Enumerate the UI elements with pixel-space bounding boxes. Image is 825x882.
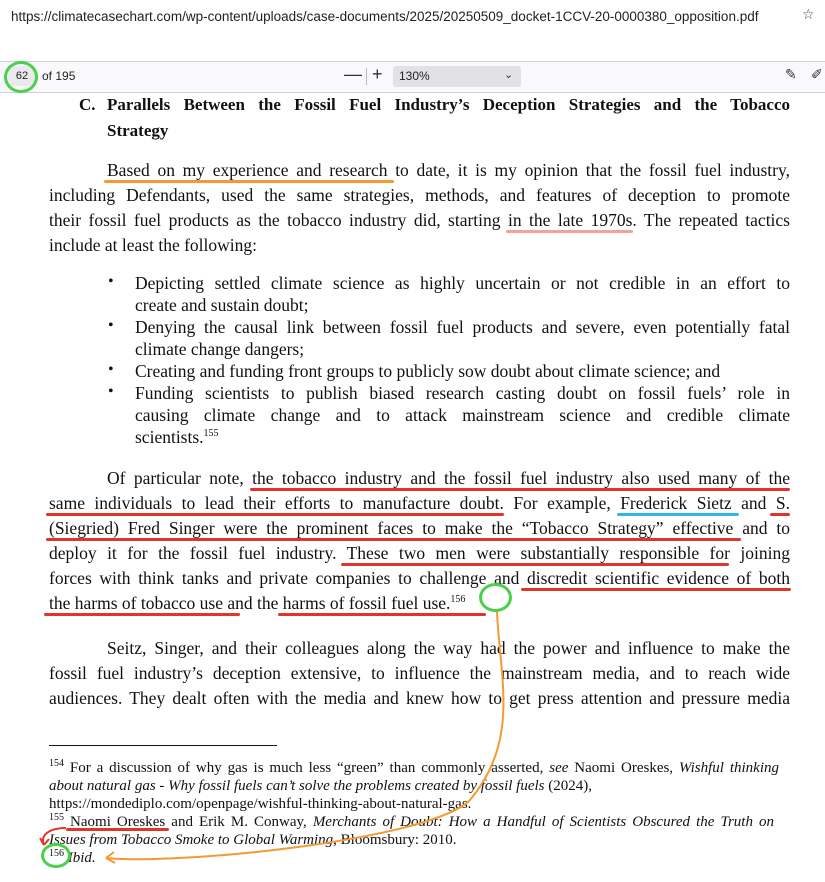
paragraph-1-line-2: including Defendants, used the same strategies, methods, and features of deception to promote bbox=[49, 185, 790, 205]
underline-fred-singer bbox=[46, 538, 741, 541]
bullet-icon: • bbox=[108, 383, 114, 400]
footnote-154-see: see bbox=[549, 760, 569, 776]
footnote-156-text: Ibid. bbox=[67, 850, 96, 866]
browser-url-bar[interactable] bbox=[0, 0, 825, 36]
paragraph-2-line-2: same individuals to lead their efforts to manufacture doubt. For example, Frederick Sietz and S. bbox=[49, 493, 790, 513]
bullet-icon: • bbox=[108, 273, 114, 290]
bullet-4-line-3 bbox=[135, 426, 219, 448]
section-heading-line1: Parallels Between the Fossil Fuel Industry’s Deception Strategies and the Tobacco bbox=[107, 95, 790, 114]
footnote-156-number: 156 bbox=[49, 848, 64, 859]
section-heading-line2: Strategy bbox=[107, 121, 169, 140]
paragraph-2-line-1: Of particular note, the tobacco industry and the fossil fuel industry also used many of the bbox=[107, 468, 790, 488]
draw-pen-icon[interactable]: ✐ bbox=[811, 67, 823, 83]
annotation-circle-page-number bbox=[4, 61, 38, 93]
underline-two-men bbox=[341, 563, 729, 566]
section-letter: C. bbox=[79, 95, 96, 114]
footnote-154-number: 154 bbox=[49, 758, 64, 769]
underline-frederick-sietz bbox=[617, 513, 739, 516]
bullet-2-line-2: climate change dangers; bbox=[135, 339, 305, 359]
bookmark-star-icon[interactable]: ☆ bbox=[802, 7, 815, 23]
footnote-155-authors: Naomi Oreskes and Erik M. Conway, bbox=[70, 814, 307, 830]
underline-naomi-oreskes bbox=[66, 828, 169, 831]
zoom-out-button[interactable]: — bbox=[344, 64, 362, 84]
footnote-154-title-a: Wishful thinking bbox=[678, 760, 780, 776]
footnote-divider bbox=[49, 745, 277, 746]
bullet-icon: • bbox=[108, 317, 114, 334]
footnote-154-link[interactable]: https://mondediplo.com/openpage/wishful-thinking-about-natural-gas. bbox=[49, 796, 472, 812]
footnote-155-title-a: Merchants of Doubt: How a Handful of Scientists Obscured the Truth on bbox=[312, 814, 775, 830]
paragraph-2-line-5: forces with think tanks and private companies to challenge and discredit scientific evidence of both bbox=[49, 568, 790, 588]
footnote-155-title-b: Issues from Tobacco Smoke to Global Warming bbox=[49, 832, 334, 848]
highlight-edit-icon[interactable]: ✎ bbox=[785, 67, 797, 83]
underline-tobacco-fossil bbox=[250, 488, 790, 491]
zoom-select[interactable] bbox=[393, 66, 521, 87]
annotation-circle-footnote-156 bbox=[41, 843, 71, 868]
footnote-155-publisher: , Bloomsbury: 2010. bbox=[333, 832, 457, 848]
footnote-154-title-b: about natural gas - Why fossil fuels can’t solve the problems created by fossil fuels bbox=[49, 778, 545, 794]
underline-experience-research bbox=[104, 180, 394, 183]
bullet-3-line-1: Creating and funding front groups to publicly sow doubt about climate science; and bbox=[135, 361, 721, 381]
bullet-4-line-1: Funding scientists to publish biased research casting doubt on fossil fuels’ role in bbox=[135, 383, 790, 403]
footnote-155-number: 155 bbox=[49, 812, 64, 823]
paragraph-1-line-3: their fossil fuel products as the tobacco industry did, starting in the late 1970s. The repeated tactics bbox=[49, 210, 790, 230]
bullet-4-line-2: causing climate change and to attack mainstream science and credible climate bbox=[135, 405, 790, 425]
bullet-2-line-1: Denying the causal link between fossil fuel products and severe, even potentially fatal bbox=[135, 317, 790, 337]
paragraph-2-line-4: deploy it for the fossil fuel industry. These two men were substantially responsible for joining bbox=[49, 543, 790, 563]
zoom-value: 130% bbox=[399, 69, 430, 83]
underline-late-1970s bbox=[506, 230, 633, 233]
footnote-ref-156[interactable]: 156 bbox=[450, 594, 466, 606]
paragraph-2-line-6 bbox=[49, 592, 465, 614]
paragraph-3-line-2: fossil fuel industry’s deception extensive, to influence the mainstream media, and to reach wide bbox=[49, 663, 790, 683]
footnote-ref-155[interactable]: 155 bbox=[203, 428, 219, 440]
paragraph-3-line-1: Seitz, Singer, and their colleagues along the way had the power and influence to make the bbox=[107, 638, 790, 658]
footnote-155-line-2 bbox=[49, 831, 457, 849]
paragraph-1-line-1: Based on my experience and research to date, it is my opinion that the fossil fuel industry, bbox=[107, 160, 790, 180]
footnote-154-year: (2024), bbox=[548, 778, 592, 794]
underline-discredit-evidence bbox=[521, 588, 791, 591]
paragraph-3-line-3: audiences. They dealt often with the media and knew how to get press attention and pressure media bbox=[49, 688, 790, 708]
footnote-154-line-1 bbox=[49, 759, 779, 777]
page-count: of 195 bbox=[42, 69, 76, 83]
underline-harms-tobacco bbox=[44, 613, 240, 616]
chevron-down-icon: ⌄ bbox=[504, 69, 514, 81]
footnote-154-text: For a discussion of why gas is much less “green” than commonly asserted, bbox=[69, 760, 544, 776]
bullet-4-text: scientists. bbox=[135, 427, 204, 447]
zoom-in-button[interactable]: + bbox=[372, 64, 383, 84]
annotation-circle-footnote-ref bbox=[479, 583, 512, 612]
bullet-1-line-2: create and sustain doubt; bbox=[135, 295, 309, 315]
underline-manufacture-doubt bbox=[46, 513, 504, 516]
footnote-154-author: Naomi Oreskes, bbox=[574, 760, 674, 776]
underline-s bbox=[770, 513, 790, 516]
page-number-input[interactable]: 62 bbox=[8, 66, 36, 86]
bullet-icon: • bbox=[108, 361, 114, 378]
url-text[interactable]: https://climatecasechart.com/wp-content/uploads/case-documents/2025/20250509_docket-1CCV-20-0000380_opposition.pdf bbox=[11, 9, 759, 24]
paragraph-1-line-4: include at least the following: bbox=[49, 235, 258, 255]
bullet-1-line-1: Depicting settled climate science as highly uncertain or not credible in an effort to bbox=[135, 273, 790, 293]
paragraph-2-last-text: the harms of tobacco use and the harms of fossil fuel use. bbox=[49, 593, 451, 613]
pdf-toolbar bbox=[0, 61, 825, 93]
paragraph-2-line-3: (Siegried) Fred Singer were the prominent faces to make the “Tobacco Strategy” effective and to bbox=[49, 518, 790, 538]
toolbar-divider bbox=[366, 68, 367, 85]
footnote-154-line-2 bbox=[49, 777, 592, 795]
underline-harms-fossil bbox=[278, 613, 486, 616]
